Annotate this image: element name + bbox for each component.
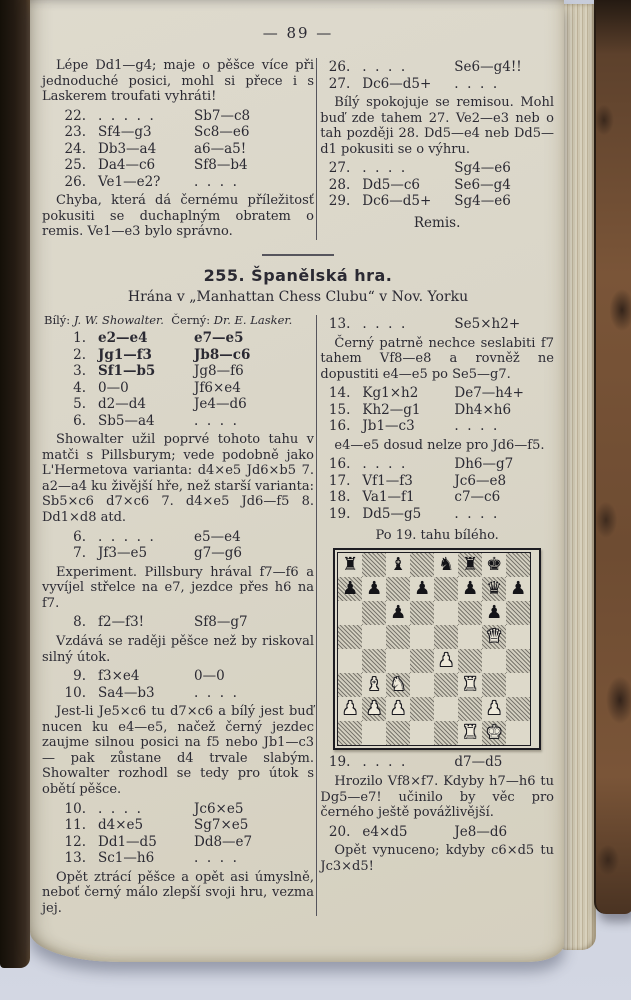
move-number: 1. [73,330,86,347]
move-number: 18. [328,489,351,506]
move-number: 4. [73,379,86,396]
move-row [42,529,314,546]
white-move: . . . . [362,59,406,75]
paragraph: Černý patrně nechce seslabiti f7 tahem Vf8—e8 a rovněž ne dopustiti e4—e5 po Se5—g7. [320,335,554,382]
board-square [434,721,458,745]
move-number: 27. [328,160,351,177]
move-number: 10. [64,684,86,701]
white-move: Db3—a4 [98,140,157,157]
paragraph: Hrozilo Vf8×f7. Kdyby h7—h6 tu Dg5—e7! učinilo by věc pro černého ještě povážlivější. [320,773,554,821]
white-move: Dd5—g5 [362,505,422,522]
move-row [42,396,314,413]
black-move: . . . . [454,75,498,92]
move-row [42,850,314,867]
black-move: De7—h4+ [454,385,524,402]
move-list-container [320,160,554,210]
board-square [410,625,434,649]
move-number: 6. [73,412,86,429]
move-list [320,59,554,92]
move-number: 10. [64,800,86,817]
white-move: Dc6—d5+ [362,193,432,210]
white-move: . . . . . [98,528,154,545]
move-number: 17. [328,472,351,489]
black-move: Jb8—c6 [194,346,251,363]
move-number: 28. [328,176,351,193]
white-rook-icon: ♜ [462,674,479,696]
board-square [362,673,386,697]
white-pawn-icon: ♟ [486,698,503,720]
board-square [386,577,410,601]
white-player-label: Bílý: [44,313,74,328]
board-square [458,721,482,745]
move-list-container [320,59,554,92]
white-move: . . . . [362,754,406,771]
board-square [410,649,434,673]
board-square [362,697,386,721]
board-square [482,649,506,673]
move-number: 15. [328,401,351,418]
board-square [458,553,482,577]
move-list [320,160,554,210]
black-king-icon: ♚ [486,554,503,576]
white-move: Sf4—g3 [98,124,152,141]
black-move: a6—a5! [194,140,247,157]
board-square [362,601,386,625]
paragraph: Chyba, která dá černému příležitosť pokusiti se duchaplným obratem o remis. Ve1—e3 bylo správno. [42,193,314,240]
white-move: d2—d4 [98,396,146,413]
page-stack-edge [560,4,596,950]
board-square [434,601,458,625]
main-section [42,313,554,918]
black-move: Jc6—e8 [454,472,507,489]
white-move: Sb5—a4 [98,412,155,429]
white-move: . . . . . [98,107,154,124]
move-list [42,614,314,631]
board-square [434,649,458,673]
black-knight-icon: ♞ [438,554,455,576]
board-square [458,577,482,601]
move-row [320,193,554,210]
white-bishop-icon: ♝ [366,674,383,696]
move-list [320,754,554,771]
move-row [320,473,554,490]
board-square [410,601,434,625]
black-move: . . . . [454,505,498,522]
board-square [506,721,530,745]
move-number: 9. [73,668,86,685]
move-list [320,456,554,522]
game-result: Remis. [413,214,461,231]
black-move: Sg4—e6 [454,193,511,210]
board-square [506,673,530,697]
move-row [42,141,314,158]
board-square [362,553,386,577]
paragraph: Jest-li Je5×c6 tu d7×c6 a bílý jest buď nucen ku e4—e5, načež černý jezdec zaujme silnou posici na f5 nebo Jb1—c3 — pak zůstane d4 trvale slabým. Showalter rozhodl se tedy pro útok s obětí pěšce. [42,704,314,798]
move-row [42,108,314,125]
black-move: d7—d5 [454,754,503,771]
white-move: d4×e5 [98,817,144,834]
black-move: Dh6—g7 [454,456,514,473]
white-move: . . . . [362,316,406,333]
board-square [482,577,506,601]
white-pawn-icon: ♟ [438,650,455,672]
move-row [42,685,314,702]
move-row [320,76,554,93]
black-pawn-icon: ♟ [462,578,479,600]
chess-diagram [333,548,541,750]
white-queen-icon: ♛ [486,626,503,648]
black-move: e7—e5 [194,330,244,347]
move-row [42,347,314,364]
right-blocks [320,316,554,874]
paragraph: Opět ztrácí pěšce a opět asi úmyslně, neboť černý málo zlepší svoji hru, vezma jej. [42,869,314,916]
board-square [410,577,434,601]
black-pawn-icon: ♟ [366,578,383,600]
move-number: 16. [328,418,351,435]
move-row [42,380,314,397]
black-rook-icon: ♜ [462,554,479,576]
black-pawn-icon: ♟ [510,578,527,600]
move-row [42,817,314,834]
move-number: 26. [328,59,351,75]
white-pawn-icon: ♟ [390,698,407,720]
white-move: Sc1—h6 [98,850,155,867]
move-number: 5. [73,396,86,413]
move-number: 22. [64,107,86,124]
move-list-container [42,108,314,191]
move-row [42,330,314,347]
paragraph: Lépe Dd1—g4; maje o pěšce více při jednoduché posici, mohl si přece i s Laskerem troufati vyhráti! [42,58,314,105]
move-list [42,529,314,562]
page-content [30,0,564,918]
black-move: Je8—d6 [454,823,508,840]
paragraph: Opět vynuceno; kdyby c6×d5 tu Jc3×d5! [320,843,554,874]
board-square [338,601,362,625]
move-row [320,506,554,523]
move-row [320,160,554,177]
black-move: . . . . [194,412,237,429]
black-move: Jc6×e5 [194,800,244,817]
black-move: Se6—g4!! [454,59,522,75]
board-square [434,577,458,601]
move-row [42,668,314,685]
board-square [386,697,410,721]
board-square [434,673,458,697]
white-player-name: J. W. Showalter. [73,313,164,328]
black-move: Sb7—c8 [194,107,251,124]
board-square [386,553,410,577]
white-move: f3×e4 [98,668,140,685]
black-player-label: Černý: [171,313,214,328]
white-pawn-icon: ♟ [366,698,383,720]
move-row [320,316,554,333]
move-row [42,174,314,191]
white-move: Jf3—e5 [98,545,148,562]
move-row [42,124,314,141]
page-number: — 89 — [262,24,334,42]
board-square [362,577,386,601]
paragraph: Experiment. Pillsbury hrával f7—f6 a vyvíjel střelce na e7, jezdce přes h6 na f7. [42,564,314,611]
black-move: Sg7×e5 [194,817,249,834]
white-move: Dc6—d5+ [362,75,432,92]
white-move: Va1—f1 [362,489,415,506]
black-move: . . . . [194,173,237,190]
white-move: f2—f3! [98,614,145,631]
move-list [42,668,314,701]
black-move: Jf6×e4 [194,379,241,396]
move-number: 19. [328,505,351,522]
board-square [386,673,410,697]
book-spine-edge [0,0,30,968]
top-left-column [42,56,314,242]
move-row [42,614,314,631]
white-move: Kh2—g1 [362,401,421,418]
board-square [338,625,362,649]
black-pawn-icon: ♟ [390,602,407,624]
black-pawn-icon: ♟ [414,578,431,600]
book-page [30,0,564,962]
book-cover [594,0,631,914]
white-move: Jg1—f3 [98,346,152,363]
paragraph: e4—e5 dosud nelze pro Jd6—f5. [334,437,545,453]
board-square [506,577,530,601]
black-bishop-icon: ♝ [390,554,407,576]
move-number: 11. [64,817,86,834]
board-square [506,553,530,577]
white-move: Da4—c6 [98,157,156,174]
board-square [362,721,386,745]
board-square [386,601,410,625]
board-square [434,553,458,577]
white-move: Ve1—e2? [98,173,161,190]
board-square [386,721,410,745]
board-square [338,721,362,745]
move-number: 14. [328,385,351,402]
move-list [320,824,554,841]
move-number: 19. [328,754,351,771]
move-row [42,157,314,174]
white-move: e2—e4 [98,330,148,347]
players-line [44,313,314,327]
board-square [458,673,482,697]
move-list [320,385,554,435]
board-square [362,625,386,649]
move-row [320,489,554,506]
board-square [482,721,506,745]
board-square [338,577,362,601]
white-move: 0—0 [98,379,129,396]
paragraph: Showalter užil poprvé tohoto tahu v matči s Pillsburym; vede podobně jako L'Hermetova varianta: d4×e5 Jd6×b5 7. a2—a4 ku živější hře, než starší varianta: Sb5×c6 d7×c6 7. d4×e5 Jd6—f5 8. Dd1×d8 atd. [42,432,314,526]
white-pawn-icon: ♟ [342,698,359,720]
move-row [320,385,554,402]
diagram-caption: Po 19. tahu bílého. [375,528,499,544]
black-move: Dd8—e7 [194,833,253,850]
black-queen-icon: ♛ [486,578,503,600]
board-square [410,697,434,721]
move-list [42,330,314,429]
black-move: Sf8—b4 [194,157,248,174]
board-square [338,649,362,673]
white-move: e4×d5 [362,823,408,840]
black-pawn-icon: ♟ [486,602,503,624]
chess-board [337,552,531,746]
move-row [42,801,314,818]
move-number: 13. [64,850,86,867]
white-knight-icon: ♞ [390,674,407,696]
white-move: Dd1—d5 [98,833,157,850]
section-divider-rule [262,254,334,256]
black-move: . . . . [194,850,237,867]
top-right-column [320,56,554,242]
board-square [338,697,362,721]
board-square [362,649,386,673]
white-king-icon: ♚ [486,722,503,744]
main-left-column [42,313,314,918]
board-square [506,625,530,649]
board-square [458,697,482,721]
move-number: 23. [64,124,86,141]
paragraph: Bílý spokojuje se remisou. Mohl buď zde tahem 27. Ve2—e3 neb o tah později 28. Dd5—e4 neb Dd5—d1 pokusiti se o výhru. [320,95,554,157]
move-row [320,402,554,419]
board-square [482,673,506,697]
move-row [42,545,314,562]
main-right-column [320,313,554,918]
board-square [482,697,506,721]
black-move: Sg4—e6 [454,160,511,177]
white-move: Kg1×h2 [362,385,419,402]
white-move: . . . . [98,800,141,817]
black-move: Se6—g4 [454,176,511,193]
board-square [482,625,506,649]
board-square [410,673,434,697]
move-number: 7. [73,545,86,562]
board-square [506,649,530,673]
game-title: 255. Španělská hra. [203,266,393,286]
white-move: Jb1—c3 [362,418,415,435]
black-move: Dh4×h6 [454,401,512,418]
white-move: . . . . [362,160,406,177]
move-number: 24. [64,140,86,157]
black-move: . . . . [454,418,498,435]
black-player-name: Dr. E. Lasker. [213,313,293,328]
top-section [42,56,554,242]
white-move: Vf1—f3 [362,472,413,489]
board-square [506,601,530,625]
move-number: 20. [328,823,351,840]
move-list [42,108,314,191]
move-number: 25. [64,157,86,174]
white-move: Sa4—b3 [98,684,155,701]
black-move: g7—g6 [194,545,242,562]
white-rook-icon: ♜ [462,722,479,744]
board-square [386,625,410,649]
move-number: 27. [328,75,351,92]
black-pawn-icon: ♟ [342,578,359,600]
board-square [434,697,458,721]
board-square [434,625,458,649]
board-square [410,721,434,745]
white-move: Dd5—c6 [362,176,420,193]
white-move: Sf1—b5 [98,363,156,380]
move-row [42,363,314,380]
board-square [482,601,506,625]
paragraph: Vzdává se raději pěšce než by riskoval silný útok. [42,633,314,665]
board-square [506,697,530,721]
move-number: 16. [328,456,351,473]
black-move: Jg8—f6 [194,363,244,380]
game-subtitle: Hrána v „Manhattan Chess Clubu“ v Nov. Yorku [127,289,469,306]
board-square [482,553,506,577]
white-move: . . . . [362,456,406,473]
left-blocks [42,330,314,916]
board-square [458,649,482,673]
move-list [320,316,554,333]
move-row [320,754,554,771]
move-list [42,801,314,867]
move-row [320,456,554,473]
black-rook-icon: ♜ [342,554,359,576]
move-row [320,177,554,194]
black-move: c7—c6 [454,489,501,506]
move-number: 6. [73,528,86,545]
board-square [410,553,434,577]
move-number: 3. [73,363,86,380]
move-row [320,824,554,841]
black-move: 0—0 [194,668,225,685]
move-number: 8. [73,614,86,631]
black-move: Je4—d6 [194,396,247,413]
black-move: Sf8—g7 [194,614,248,631]
board-square [338,553,362,577]
black-move: e5—e4 [194,528,241,545]
move-row [42,413,314,430]
board-square [386,649,410,673]
move-row [320,418,554,435]
move-number: 12. [64,833,86,850]
move-number: 29. [328,193,351,210]
move-number: 26. [64,173,86,190]
board-square [338,673,362,697]
move-number: 2. [73,346,86,363]
move-number: 13. [328,316,351,333]
move-row [320,59,554,76]
black-move: Sc8—e6 [194,124,250,141]
move-row [42,834,314,851]
board-square [458,625,482,649]
black-move: . . . . [194,684,237,701]
black-move: Se5×h2+ [454,316,521,333]
board-square [458,601,482,625]
